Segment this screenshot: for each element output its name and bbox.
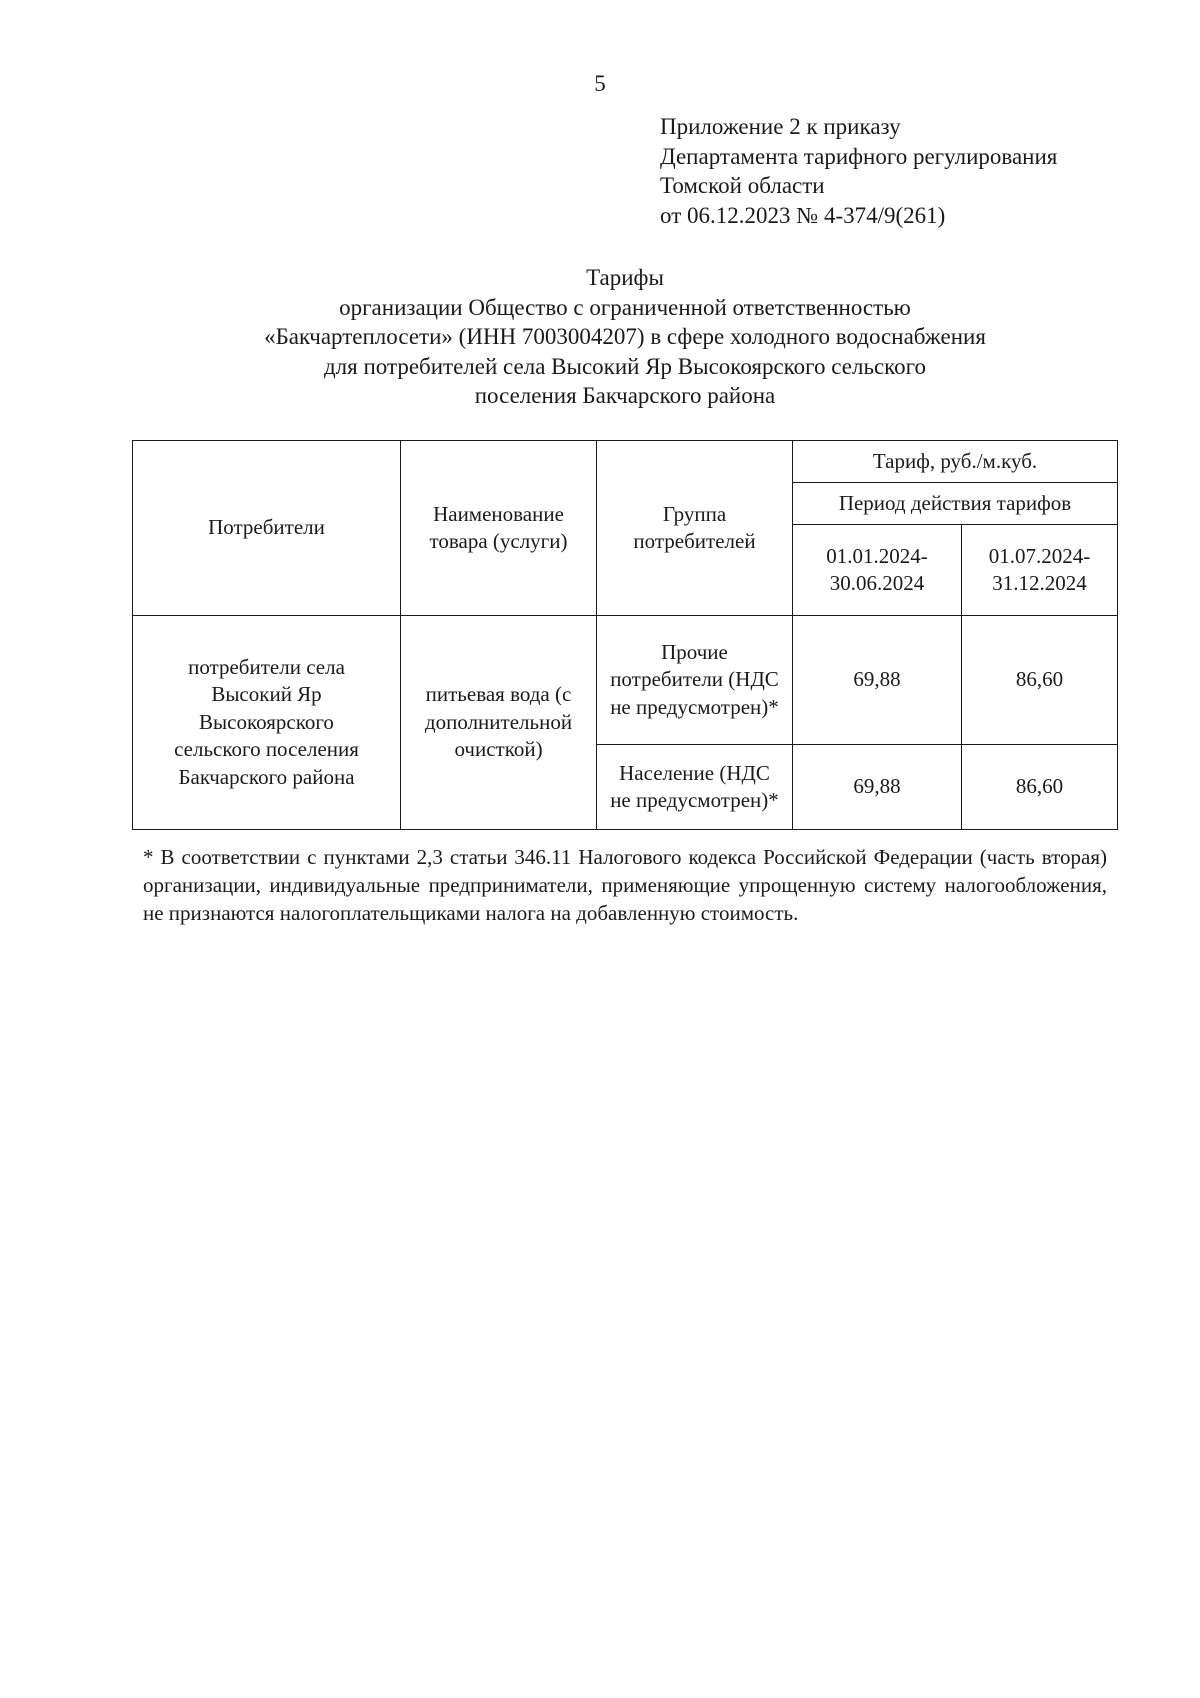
page-number: 5 <box>594 71 606 96</box>
header-tariff: Тариф, руб./м.куб. <box>793 441 1118 483</box>
header-period-2: 01.07.2024-31.12.2024 <box>962 525 1118 616</box>
footnote: * В соответствии с пунктами 2,3 статьи 346.11 Налогового кодекса Российской Федерации (часть вторая) организации, индивидуальные предприниматели, применяющие упрощенную систему налогообложения, не признаются налогоплательщиками налога на добавленную стоимость. <box>143 845 1107 925</box>
appendix-line: Приложение 2 к приказу <box>660 114 901 139</box>
header-period-1: 01.01.2024-30.06.2024 <box>793 525 962 616</box>
title-line: поселения Бакчарского района <box>474 383 776 408</box>
appendix-header <box>660 112 1180 230</box>
header-consumers: Потребители <box>133 441 401 616</box>
document-title <box>130 263 1120 411</box>
cell-product: питьевая вода (с дополнительной очисткой) <box>401 616 597 830</box>
title-heading: Тарифы <box>586 265 664 290</box>
cell-tariff-value: 86,60 <box>962 745 1118 830</box>
title-line: «Бакчартеплосети» (ИНН 7003004207) в сфере холодного водоснабжения <box>264 324 986 349</box>
appendix-line: от 06.12.2023 № 4-374/9(261) <box>660 202 946 228</box>
cell-consumers: потребители села Высокий Яр Высокоярского сельского поселения Бакчарского района <box>133 616 401 830</box>
cell-tariff-value: 86,60 <box>962 616 1118 745</box>
tariff-table <box>132 440 1118 830</box>
header-product: Наименование товара (услуги) <box>401 441 597 616</box>
title-line: организации Общество с ограниченной ответственностью <box>339 294 911 320</box>
appendix-line: Департамента тарифного регулирования <box>660 143 1058 169</box>
cell-tariff-value: 69,88 <box>793 745 962 830</box>
cell-tariff-value: 69,88 <box>793 616 962 745</box>
appendix-line: Томской области <box>660 173 825 198</box>
cell-group-other: Прочие потребители (НДС не предусмотрен)* <box>597 616 793 745</box>
cell-group-population: Население (НДС не предусмотрен)* <box>597 745 793 830</box>
header-group: Группа потребителей <box>597 441 793 616</box>
title-line: для потребителей села Высокий Яр Высокоярского сельского <box>323 353 927 379</box>
header-period: Период действия тарифов <box>793 483 1118 525</box>
